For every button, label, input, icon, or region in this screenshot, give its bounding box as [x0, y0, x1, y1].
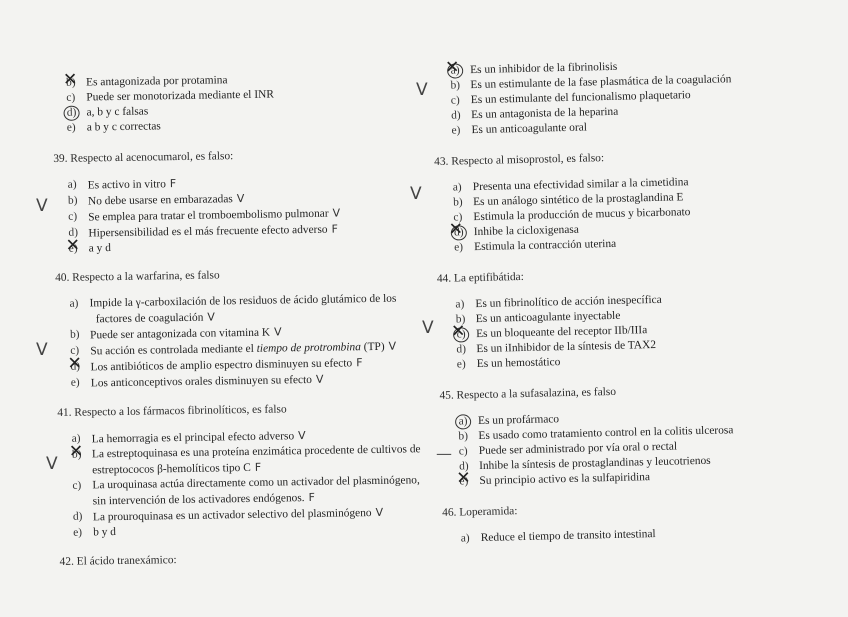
margin-v-mark: V [36, 340, 48, 360]
question-46 [442, 499, 743, 547]
option-letter: b) [69, 328, 80, 341]
option-text: Es un bloqueante del receptor IIb/IIIa [476, 324, 648, 341]
right-column [432, 57, 743, 556]
option-letter: b) [450, 79, 461, 92]
option-letter: e) [451, 124, 461, 137]
option-text: Se emplea para tratar el tromboembolismo pulmonar [88, 207, 329, 224]
question-40 [55, 265, 427, 392]
option-text: La uroquinasa actúa directamente como un activador del plasminógeno, [92, 474, 420, 492]
option-text: Su acción es controlada mediante el [90, 342, 254, 358]
option-text: Es un estimulante del funcionalismo plaquetario [470, 89, 691, 107]
option-letter: d) [72, 510, 83, 523]
option-text: Su principio activo es la sulfapiridina [479, 471, 651, 488]
question-title: 41. Respecto a los fármacos fibrinolíticos, es falso [57, 403, 287, 419]
option-text: No debe usarse en embarazadas [87, 193, 233, 208]
option-letter: b) [453, 196, 463, 209]
option-letter: e) [70, 376, 80, 389]
option-letter: c) [66, 91, 76, 104]
question-title: 46. Loperamida: [442, 505, 518, 519]
option-text: Es un iInhibidor de la síntesis de TAX2 [476, 338, 657, 356]
option-letter: c) [72, 479, 82, 492]
question-45 [439, 382, 741, 490]
handwritten-mark: V [315, 372, 324, 386]
option-text: Es un análogo sintético de la prostaglandina E [473, 191, 684, 209]
handwritten-mark: F [308, 490, 316, 505]
option-text: Es un anticoagulante inyectable [475, 309, 621, 326]
question-title: 44. La eptifibátida: [436, 270, 524, 285]
option-text: Es un inhibidor de la fibrinolisis [470, 60, 618, 77]
margin-v-mark: V [36, 196, 48, 216]
handwritten-mark: F [331, 222, 338, 236]
question-title: 45. Respecto a la sufasalazina, es falso [439, 385, 617, 402]
option-letter: a) [455, 298, 465, 311]
option-text: b y d [93, 526, 117, 539]
margin-v-mark: V [422, 318, 434, 338]
left-column [52, 70, 430, 581]
option-text: Estimula la contracción uterina [474, 237, 617, 254]
question-42 [60, 549, 430, 570]
option-letter: d) ✕ [451, 225, 467, 240]
option-letter: a) [67, 178, 77, 191]
option-letter: e) [456, 358, 466, 371]
option-letter: b) [458, 430, 469, 443]
handwritten-mark: V [375, 505, 384, 519]
question-39 [53, 146, 425, 257]
option-letter: e) ✕ [69, 242, 78, 257]
handwritten-mark: F [356, 356, 363, 370]
option-letter: a) [452, 181, 462, 194]
option-text: Puede ser administrado por vía oral o rectal [478, 440, 678, 458]
handwritten-mark: F [254, 460, 262, 474]
option-letter: b) [67, 194, 78, 207]
option-letter: c) [453, 211, 463, 224]
option-letter: d) [451, 109, 461, 122]
option-text: Es un hemostático [476, 356, 561, 371]
option-letter: c) ✕ [453, 327, 469, 342]
option-letter: e) [73, 526, 83, 539]
option-text: Los anticonceptivos orales disminuyen su efecto [90, 373, 313, 390]
option-text: Presenta una efectividad similar a la cimetidina [472, 176, 689, 194]
option-text: a y d [88, 242, 111, 255]
option-letter: e) [454, 241, 464, 254]
option-letter: c) [68, 210, 78, 223]
option-text: La estreptoquinasa es una proteína enzimática procedente de cultivos de [91, 443, 421, 461]
handwritten-mark: V [332, 206, 341, 220]
option-text-after: (TP) [363, 340, 385, 354]
question-38-tail [52, 70, 423, 136]
option-letter: d) [456, 343, 467, 356]
margin-dash-mark: — [436, 444, 452, 463]
option-text: Impide la γ-carboxilación de los residuos de ácido glutámico de los [89, 292, 397, 310]
option [443, 525, 743, 547]
option-letter: d) [459, 460, 469, 473]
option-text: Reduce el tiempo de transito intestinal [480, 528, 656, 545]
option-letter: a) [460, 532, 470, 545]
option-letter: b) [455, 313, 466, 326]
option-text: Los antibióticos de amplio espectro disminuyen su efecto [90, 357, 353, 374]
question-44 [437, 265, 739, 373]
margin-v-mark: V [46, 454, 58, 474]
option-text: Inhibe la síntesis de prostaglandinas y leucotrienos [478, 454, 711, 473]
option-text: La hemorragia es el principal efecto adverso [91, 430, 295, 446]
handwritten-mark: V [388, 339, 397, 353]
question-title: 42. El ácido tranexámico: [59, 554, 177, 568]
option-text: Es un antagonista de la heparina [471, 105, 619, 122]
question-43 [434, 148, 736, 256]
option-letter: a) [455, 414, 471, 429]
question-41 [57, 400, 429, 541]
option-text: Es un estimulante de la fase plasmática de la coagulación [470, 73, 732, 92]
option-text: Es un anticoagulante oral [471, 121, 588, 137]
option-text-cont: factores de coagulación [95, 311, 204, 326]
option-text-cont: estreptococos β-hemolíticos tipo C [92, 461, 251, 477]
option-text: a b y c correctas [86, 120, 161, 134]
option-text: Puede ser monotorizada mediante el INR [86, 88, 274, 104]
option-letter: d) ✕ [70, 360, 80, 375]
option-text: La prouroquinasa es un activador selectivo del plasminógeno [92, 507, 372, 524]
option-text: Estimula la producción de mucus y bicarbonato [473, 206, 691, 224]
option-letter: e) ✕ [459, 474, 468, 489]
option-letter: a) [69, 297, 79, 310]
option-text-cont: sin intervención de los activadores endógenos. [92, 492, 305, 508]
margin-v-mark: V [416, 80, 428, 100]
handwritten-mark: V [236, 191, 245, 206]
option-text: Hipersensibilidad es el más frecuente efecto adverso [88, 223, 328, 240]
option-letter: e) [66, 121, 76, 134]
question-title: 40. Respecto a la warfarina, es falso [55, 269, 220, 284]
handwritten-mark: V [207, 310, 215, 324]
option-letter: a) [71, 432, 81, 445]
option-letter: a) ✕ [447, 63, 463, 78]
option-text: Inhibe la cicloxigenasa [473, 223, 579, 239]
option-letter: b) ✕ [72, 448, 82, 463]
option-letter: c) [450, 94, 460, 107]
option-letter: d) [63, 106, 79, 121]
option-text: a, b y c falsas [86, 105, 149, 119]
option-text: Es antagonizada por protamina [86, 74, 228, 89]
question-title: 39. Respecto al acenocumarol, es falso: [53, 150, 234, 165]
handwritten-mark: F [169, 177, 177, 191]
option-text: Es un fibrinolítico de acción inespecífica [475, 293, 662, 311]
handwritten-mark: V [297, 429, 306, 443]
question-42-options [432, 57, 734, 139]
option-letter: d) [68, 226, 79, 239]
option-letter: c) [458, 445, 468, 458]
option-letter: c) [70, 344, 80, 357]
option-text: Es usado como tratamiento control en la colitis ulcerosa [478, 424, 734, 443]
question-title: 43. Respecto al misoprostol, es falso: [434, 152, 605, 168]
margin-v-mark: V [410, 184, 422, 204]
handwritten-mark: V [273, 325, 282, 339]
option-text: Puede ser antagonizada con vitamina K [89, 326, 271, 342]
option-letter: b) ✕ [66, 76, 76, 91]
option-text-italic: tiempo de protrombina [256, 341, 361, 355]
option-text: Es un profármaco [477, 413, 560, 428]
option-text: Es activo in vitro [87, 178, 166, 192]
